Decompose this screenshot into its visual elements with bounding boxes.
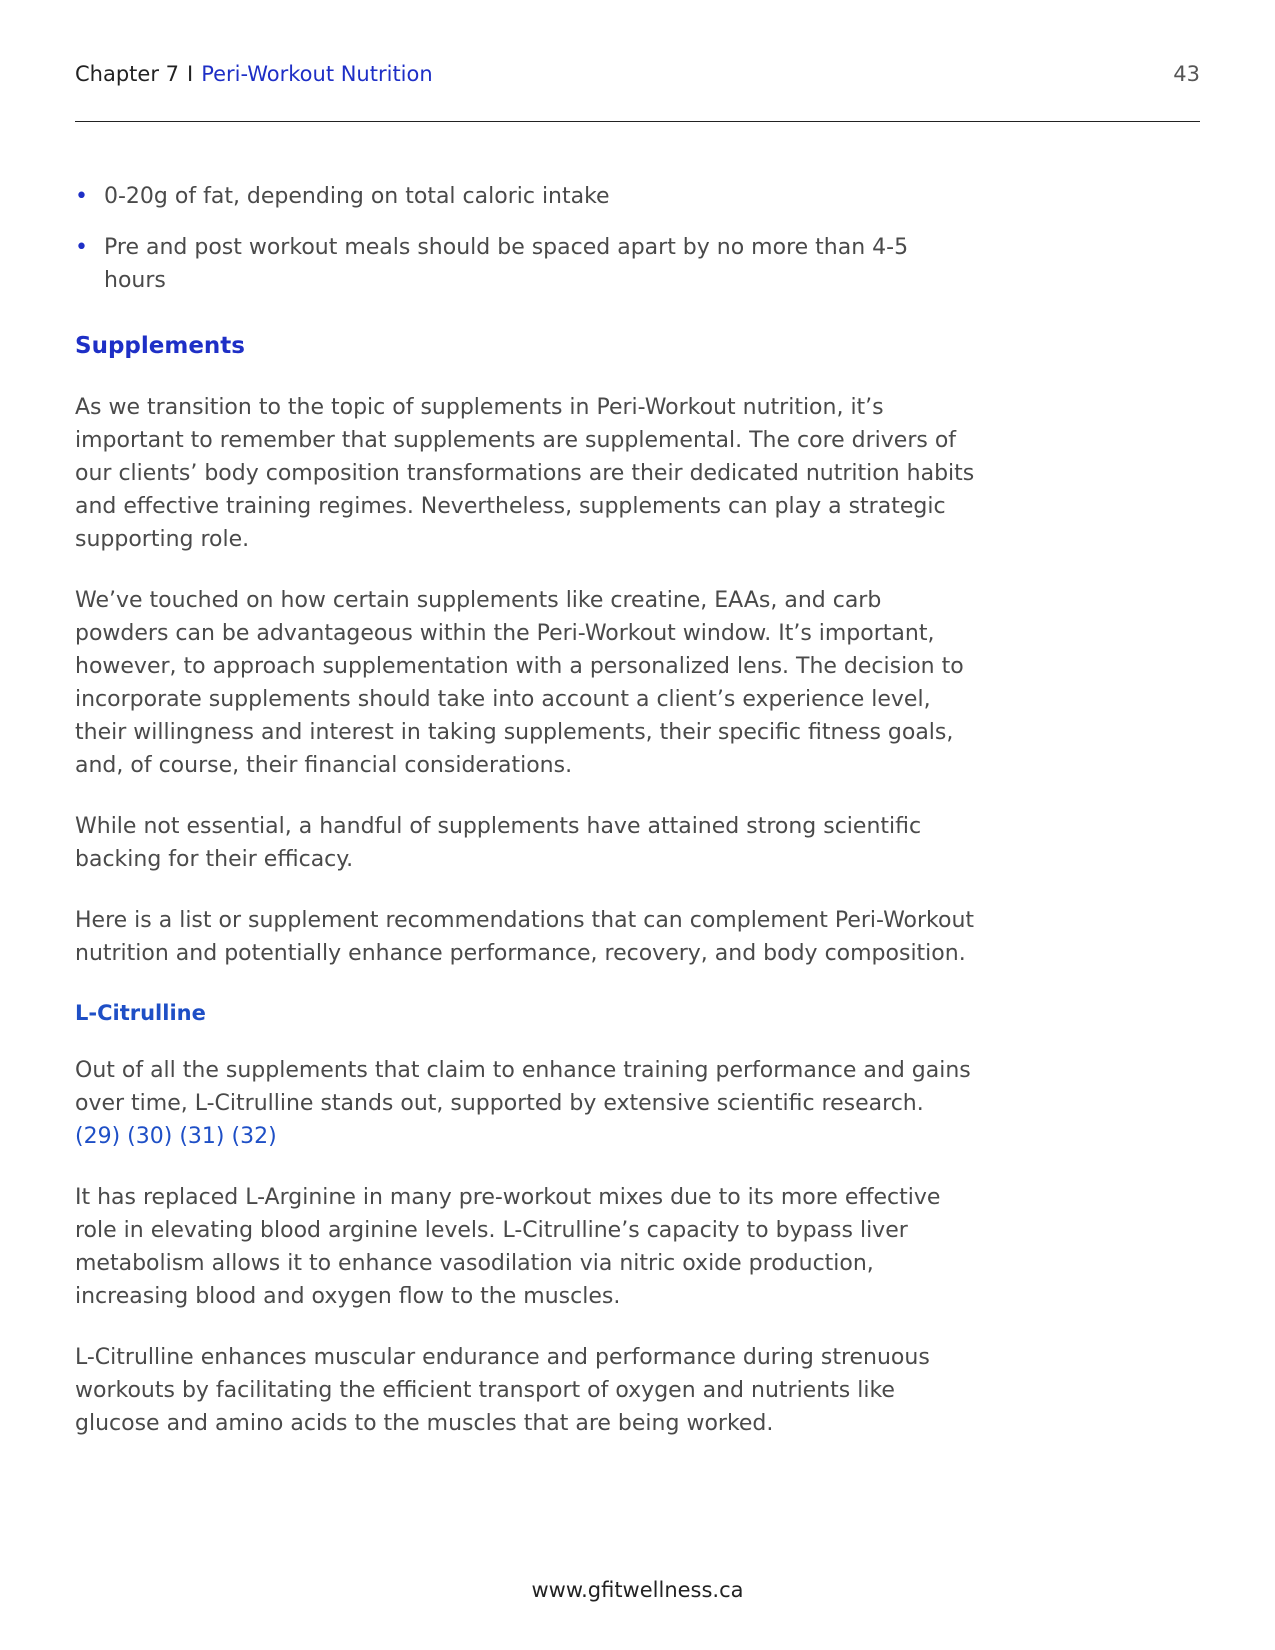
page-number: 43 bbox=[1173, 62, 1200, 86]
supplements-heading: Supplements bbox=[75, 333, 245, 359]
l-citrulline-heading: L-Citrulline bbox=[75, 1001, 206, 1025]
main-content bbox=[75, 180, 975, 1468]
bullet-icon: • bbox=[75, 235, 88, 260]
chapter-label bbox=[75, 62, 433, 86]
citation-link[interactable]: (31) bbox=[179, 1124, 225, 1149]
chapter-number: Chapter 7 bbox=[75, 62, 179, 86]
paragraph bbox=[75, 1054, 975, 1153]
bullet-list bbox=[75, 180, 975, 297]
paragraph: Here is a list or supplement recommendations that can complement Peri-Workout nutrition and potentially enhance performance, recovery, and body composition. bbox=[75, 908, 975, 966]
paragraph: L-Citrulline enhances muscular endurance and performance during strenuous workouts by facilitating the efficient transport of oxygen and nutrients like glucose and amino acids to the muscles that are being worked. bbox=[75, 1345, 930, 1436]
paragraph: We’ve touched on how certain supplements like creatine, EAAs, and carb powders can be advantageous within the Peri-Workout window. It’s important, however, to approach supplementation with a personalized lens. The decision to incorporate supplements should take into account a client’s experience level, their willingness and interest in taking supplements, their specific fitness goals, and, of course, their financial considerations. bbox=[75, 588, 964, 778]
header-divider bbox=[75, 121, 1200, 122]
citation-link[interactable]: (32) bbox=[231, 1124, 277, 1149]
paragraph: It has replaced L-Arginine in many pre-workout mixes due to its more effective role in elevating blood arginine levels. L-Citrulline’s capacity to bypass liver metabolism allows it to enhance vasodilation via nitric oxide production, increasing blood and oxygen flow to the muscles. bbox=[75, 1185, 941, 1309]
bullet-icon: • bbox=[75, 184, 88, 209]
citation-link[interactable]: (30) bbox=[127, 1124, 173, 1149]
paragraph: While not essential, a handful of supplements have attained strong scientific backing for their efficacy. bbox=[75, 814, 922, 872]
paragraph-text: Out of all the supplements that claim to enhance training performance and gains over time, L-Citrulline stands out, supported by extensive scientific research. bbox=[75, 1058, 971, 1116]
chapter-title: Peri-Workout Nutrition bbox=[201, 62, 433, 86]
header-separator: I bbox=[187, 62, 194, 86]
footer-url: www.gfitwellness.ca bbox=[531, 1578, 744, 1602]
page-header bbox=[75, 62, 1200, 90]
bullet-text: 0-20g of fat, depending on total caloric intake bbox=[104, 184, 610, 209]
list-item bbox=[75, 231, 975, 297]
bullet-text: Pre and post workout meals should be spaced apart by no more than 4-5 hours bbox=[104, 235, 909, 293]
paragraph: As we transition to the topic of supplements in Peri-Workout nutrition, it’s important to remember that supplements are supplemental. The core drivers of our clients’ body composition transformations are their dedicated nutrition habits and effective training regimes. Nevertheless, supplements can play a strategic supporting role. bbox=[75, 395, 975, 552]
list-item bbox=[75, 180, 975, 213]
citation-link[interactable]: (29) bbox=[75, 1124, 121, 1149]
